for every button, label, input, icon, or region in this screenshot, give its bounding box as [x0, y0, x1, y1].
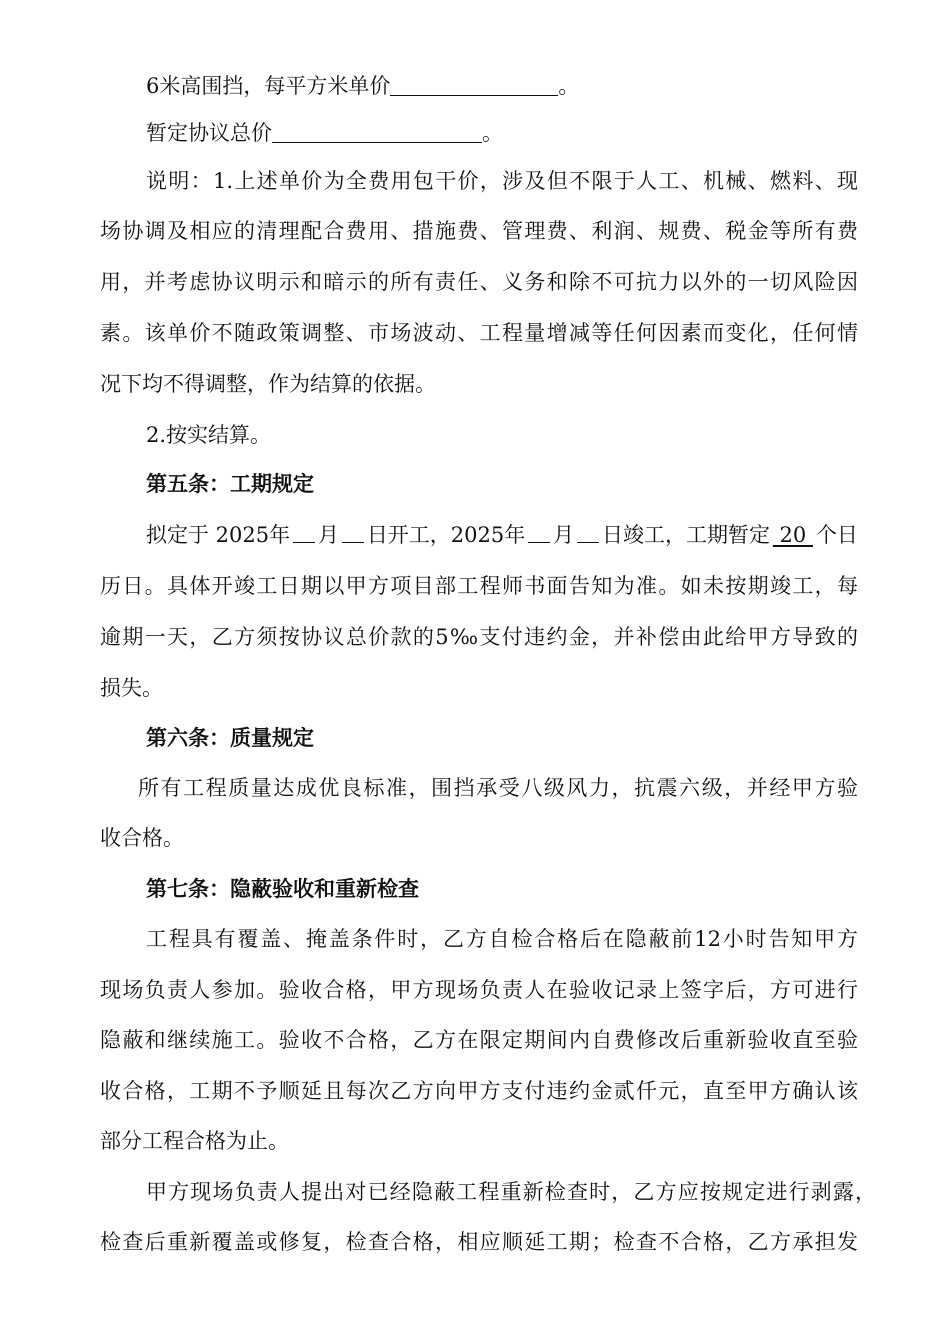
notes-line: 素。该单价不随政策调整、市场波动、工程量增减等任何因素而变化，任何情: [100, 321, 858, 345]
article5-heading: 第五条：工期规定: [146, 471, 314, 496]
end-year-text: 日开工，2025年: [366, 523, 526, 547]
total-price-label: 暂定协议总价: [146, 121, 272, 145]
notes-item-2: 2.按实结算。: [146, 423, 272, 447]
start-month-blank: [293, 520, 315, 543]
article7-line: 甲方现场负责人提出对已经隐蔽工程重新检查时，乙方应按规定进行剥露，: [146, 1180, 876, 1204]
article7-line: 隐蔽和继续施工。验收不合格，乙方在限定期间内自费修改后重新验收直至验: [100, 1028, 858, 1052]
total-price-line: [146, 118, 503, 148]
article7-line: 工程具有覆盖、掩盖条件时，乙方自检合格后在隐蔽前12小时告知甲方: [146, 927, 858, 951]
article6-line: 收合格。: [100, 826, 184, 850]
unit-price-line: [146, 71, 579, 101]
article7-line: 收合格，工期不予顺延且每次乙方向甲方支付违约金贰仟元，直至甲方确认该: [100, 1079, 858, 1103]
article7-line: 检查后重新覆盖或修复，检查合格，相应顺延工期；检查不合格，乙方承担发: [100, 1230, 858, 1254]
duration-days: 20: [772, 523, 813, 547]
article5-line1: [146, 520, 858, 550]
article7-heading: 第七条：隐蔽验收和重新检查: [146, 876, 419, 901]
notes-line: 场协调及相应的清理配合费用、措施费、管理费、利润、规费、税金等所有费: [100, 219, 858, 243]
end-month-blank: [528, 520, 550, 543]
start-month-text: 月: [317, 523, 339, 547]
article7-line: 现场负责人参加。验收合格，甲方现场负责人在验收记录上签字后，方可进行: [100, 978, 858, 1002]
article6-line: 所有工程质量达成优良标准，围挡承受八级风力，抗震六级，并经甲方验: [138, 776, 858, 800]
unit-price-end: 。: [558, 74, 580, 98]
duration-text: 日竣工，工期暂定: [601, 523, 770, 547]
article5-line: 损失。: [100, 676, 163, 700]
end-month-text: 月: [553, 523, 575, 547]
duration-unit: 个日: [815, 523, 858, 547]
total-price-end: 。: [482, 121, 503, 145]
article5-line: 历日。具体开竣工日期以甲方项目部工程师书面告知为准。如未按期竣工，每: [100, 574, 858, 598]
article5-line: 逾期一天，乙方须按协议总价款的5‰支付违约金，并补偿由此给甲方导致的: [100, 625, 858, 649]
unit-price-blank: [390, 73, 558, 96]
article7-line: 部分工程合格为止。: [100, 1129, 289, 1153]
notes-line: 况下均不得调整，作为结算的依据。: [100, 372, 436, 396]
notes-line: 用，并考虑协议明示和暗示的所有责任、义务和除不可抗力以外的一切风险因: [100, 270, 858, 294]
end-day-blank: [577, 520, 599, 543]
start-day-blank: [342, 520, 364, 543]
total-price-blank: [272, 120, 482, 143]
unit-price-label: 6米高围挡，每平方米单价: [146, 74, 391, 98]
article6-heading: 第六条：质量规定: [146, 725, 314, 750]
start-year-text: 拟定于 2025年: [146, 523, 291, 547]
notes-line: 说明：1.上述单价为全费用包干价，涉及但不限于人工、机械、燃料、现: [146, 169, 858, 193]
